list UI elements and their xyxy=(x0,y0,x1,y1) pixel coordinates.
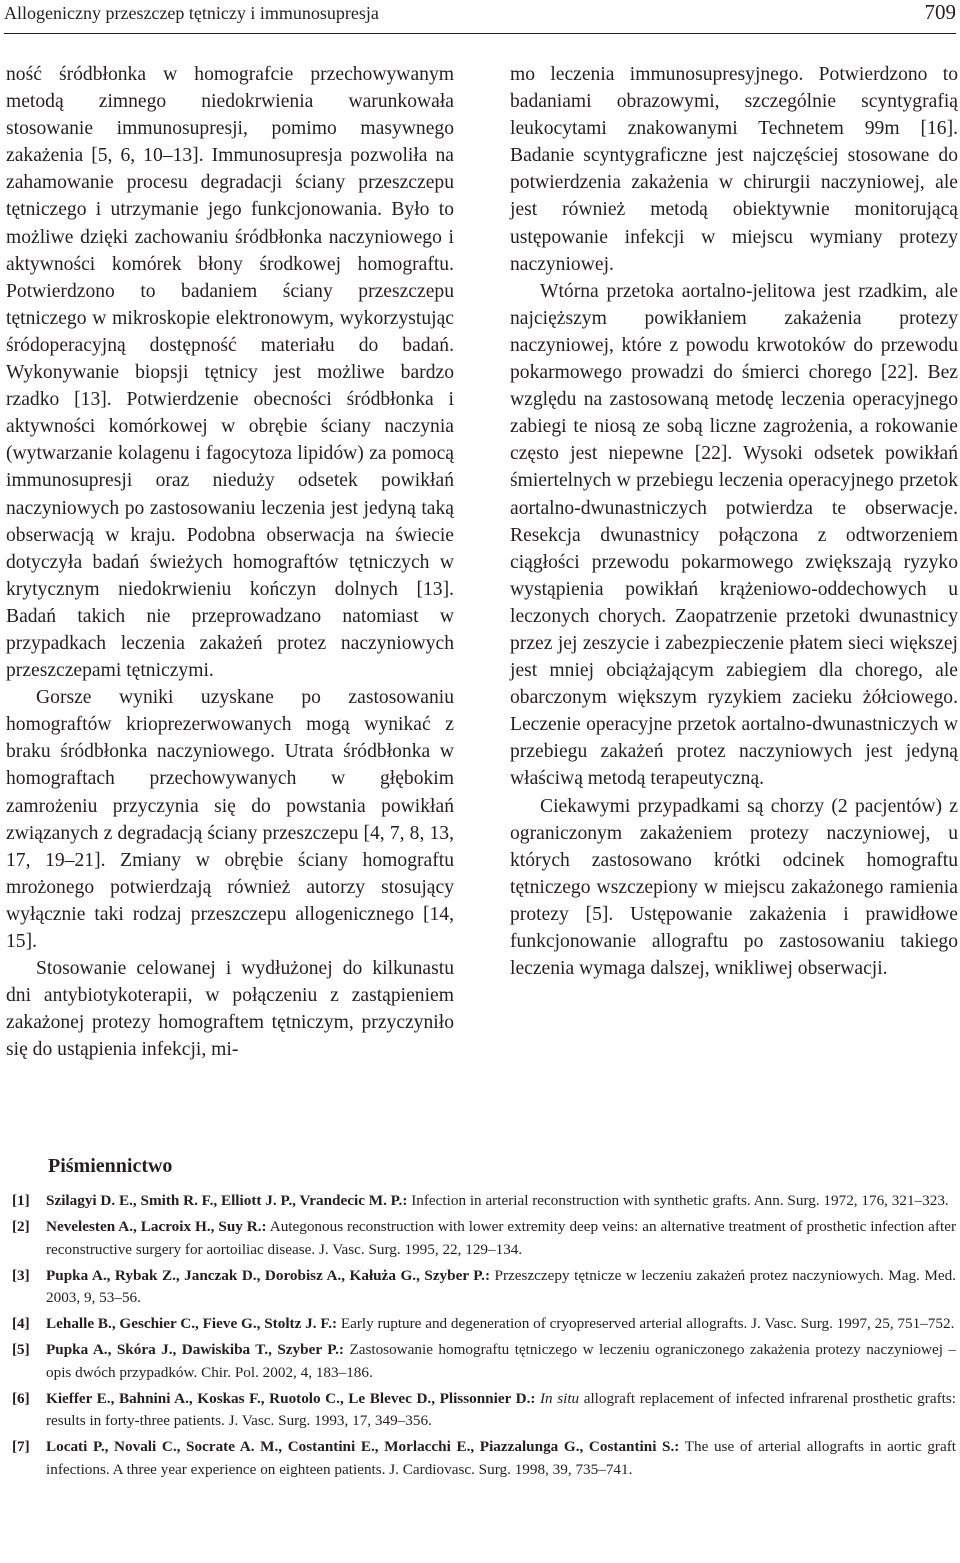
right-column xyxy=(510,61,958,982)
reference-text: allograft replacement of infected infrarenal prosthetic grafts: results in forty-three patients. J. Vasc. Surg. 1993, 17, 349–356. xyxy=(46,1389,956,1429)
reference-number: [1] xyxy=(12,1192,30,1209)
reference-authors: Lehalle B., Geschier C., Fieve G., Stoltz J. F.: xyxy=(46,1315,338,1332)
reference-number: [3] xyxy=(12,1266,30,1284)
reference-item xyxy=(12,1313,956,1336)
reference-item xyxy=(12,1216,956,1261)
paragraph: ność śródbłonka w homografcie przechowywanym metodą zimnego niedokrwienia warunkowała stosowanie immunosupresji, pomimo masywnego zakażenia [5, 6, 10–13]. Immunosupresja pozwoliła na zahamowanie procesu degradacji ściany przeszczepu tętniczego i utrzymanie jego funkcjonowania. Było to możliwe dzięki zachowaniu śródbłonka naczyniowego i aktywności komórek błony środkowej homograftu. Potwierdzono to badaniem ściany przeszczepu tętniczego w mikroskopie elektronowym, wykorzystując śródoperacyjną dostępność materiału do badań. Wykonywanie biopsji tętnicy jest możliwe bardzo rzadko [13]. Potwierdzenie obecności śródbłonka i aktywności komórkowej w obrębie ściany naczynia (wytwarzanie kolagenu i fagocytoza lipidów) za pomocą immunosupresji oraz niedużу odsetek powikłań naczyniowych po zastosowaniu leczenia jest jedyną taką obserwacją w kraju. Podobna obserwacja na świecie dotyczyła badań świeżych homograftów tętniczych w krytycznym niedokrwieniu kończyn dolnych [13]. Badań takich nie przeprowadzano natomiast w przypadkach leczenia zakażeń protez naczyniowych przeszczepami tętniczymi. xyxy=(6,64,454,682)
reference-number: [6] xyxy=(12,1389,30,1407)
reference-text: The use of arterial allografts in aortic graft infections. A three year experience on eighteen patients. J. Cardiovasc. Surg. 1998, 39, 735–741. xyxy=(46,1438,956,1478)
left-column xyxy=(6,61,454,1063)
reference-text: Early rupture and degeneration of cryopreserved arterial allografts. J. Vasc. Surg. 1997, 25, 751–752. xyxy=(337,1315,955,1332)
reference-text: Infection in arterial reconstruction with synthetic grafts. Ann. Surg. 1972, 176, 321–323. xyxy=(407,1192,949,1209)
reference-item xyxy=(12,1388,956,1433)
reference-number: [7] xyxy=(12,1438,30,1455)
reference-authors: Szilagyi D. E., Smith R. F., Elliott J. P., Vrandecic M. P.: xyxy=(46,1192,408,1209)
paragraph: mo leczenia immunosupresyjnego. Potwierdzono to badaniami obrazowymi, szczególnie scyntygrafią leukocytami znakowanymi Technetem 99m [16]. Badanie scyntygraficzne jest najczęściej stosowane do potwierdzenia zakażenia w chirurgii naczyniowej, ale jest również metodą obiektywnie monitorującą ustępowanie infekcji w miejscu wymiany protezy naczyniowej. xyxy=(510,64,958,275)
reference-text: Autegonous reconstruction with lower extremity deep veins: an alternative treatment of prosthetic infection after reconstructive surgery for aortoiliac disease. J. Vasc. Surg. 1995, 22, 129–134. xyxy=(46,1218,956,1258)
reference-text: Zastosowanie homograftu tętniczego w leczeniu ograniczonego zakażenia protezy naczyniowej – opis dwóch przypadków. Chir. Pol. 2002, 4, 183–186. xyxy=(46,1341,956,1381)
header-rule xyxy=(4,33,956,34)
reference-authors: Pupka A., Rybak Z., Janczak D., Dorobisz A., Kałuża G., Szyber P.: xyxy=(46,1266,491,1284)
reference-number: [2] xyxy=(12,1218,30,1235)
paragraph: Stosowanie celowanej i wydłużonej do kilkunastu dni antybiotykoterapii, w połączeniu z zastąpieniem zakażonej protezy homograftem tętniczym, przyczyniło się do ustąpienia infekcji, mi- xyxy=(6,958,454,1061)
reference-item xyxy=(12,1436,956,1481)
paragraph: Wtórna przetoka aortalno-jelitowa jest rzadkim, ale najcięższym powikłaniem zakażenia protezy naczyniowej, które z powodu krwotoków do przewodu pokarmowego prowadzi do śmierci chorego [22]. Bez względu na zastosowaną metodę leczenia operacyjnego zabiegi te niosą ze sobą liczne zagrożenia, a rokowanie często jest niepewne [22]. Wysoki odsetek powikłań śmiertelnych w przebiegu leczenia operacyjnego przetok aortalno-dwunastniczych potwierdza te obserwacje. Resekcja dwunastnicy połączona z odtworzeniem ciągłości przewodu pokarmowego zwiększają ryzyko wystąpienia powikłań krążeniowo-oddechowych u leczonych chorych. Zaopatrzenie przetoki dwunastnicy przez jej zeszycie i zabezpieczenie płatem sieci większej jest mniej obciążającym zabiegiem dla chorego, ale obarczonym większym ryzykiem zacieku żółciowego. Leczenie operacyjne przetok aortalno-dwunastniczych w przebiegu zakażeń protez naczyniowych jest jedyną właściwą metodą terapeutyczną. xyxy=(510,280,958,790)
reference-item xyxy=(12,1339,956,1384)
reference-authors: Kieffer E., Bahnini A., Koskas F., Ruotolo C., Le Blevec D., Plissonnier D.: xyxy=(46,1389,536,1407)
reference-number: [4] xyxy=(12,1315,30,1332)
reference-number: [5] xyxy=(12,1341,30,1358)
running-header xyxy=(4,0,956,34)
reference-item xyxy=(12,1190,956,1213)
reference-list xyxy=(12,1190,956,1485)
paragraph: Ciekawymi przypadkami są chorzy (2 pacjentów) z ograniczonym zakażeniem protezy naczyniowej, u których zastosowano krótki odcinek homograftu tętniczego wszczepiony w miejscu zakażonego ramienia protezy [5]. Ustępowanie zakażenia i prawidłowe funkcjonowanie allograftu po zastosowaniu takiego leczenia wymaga dalszej, wnikliwej obserwacji. xyxy=(510,795,958,980)
reference-text: Przeszczepy tętnicze w leczeniu zakażeń protez naczyniowych. Mag. Med. 2003, 9, 53–56. xyxy=(46,1266,956,1306)
reference-authors: Pupka A., Skóra J., Dawiskiba T., Szyber P.: xyxy=(46,1341,344,1358)
running-title: Allogeniczny przeszczep tętniczy i immunosupresja xyxy=(4,3,379,23)
reference-italic-text: In situ xyxy=(539,1389,580,1407)
references-title: Piśmiennictwo xyxy=(48,1155,173,1177)
reference-item xyxy=(12,1265,956,1310)
reference-authors: Locati P., Novali C., Socrate A. M., Costantini E., Morlacchi E., Piazzalunga G., Costantini S.: xyxy=(46,1438,680,1455)
paragraph: Gorsze wyniki uzyskane po zastosowaniu homograftów krioprezerwowanych mogą wynikać z braku śródbłonka naczyniowego. Utrata śródbłonka w homograftach przechowywanych w głębokim zamrożeniu przyczynia się do powstania powikłań związanych z degradacją ściany przeszczepu [4, 7, 8, 13, 17, 19–21]. Zmiany w obrębie ściany homograftu mrożonego potwierdzają również autorzy stosujący wyłącznie taki rodzaj przeszczepu allogenicznego [14, 15]. xyxy=(6,687,454,952)
page-number: 709 xyxy=(924,0,956,24)
reference-authors: Nevelesten A., Lacroix H., Suy R.: xyxy=(46,1218,267,1235)
